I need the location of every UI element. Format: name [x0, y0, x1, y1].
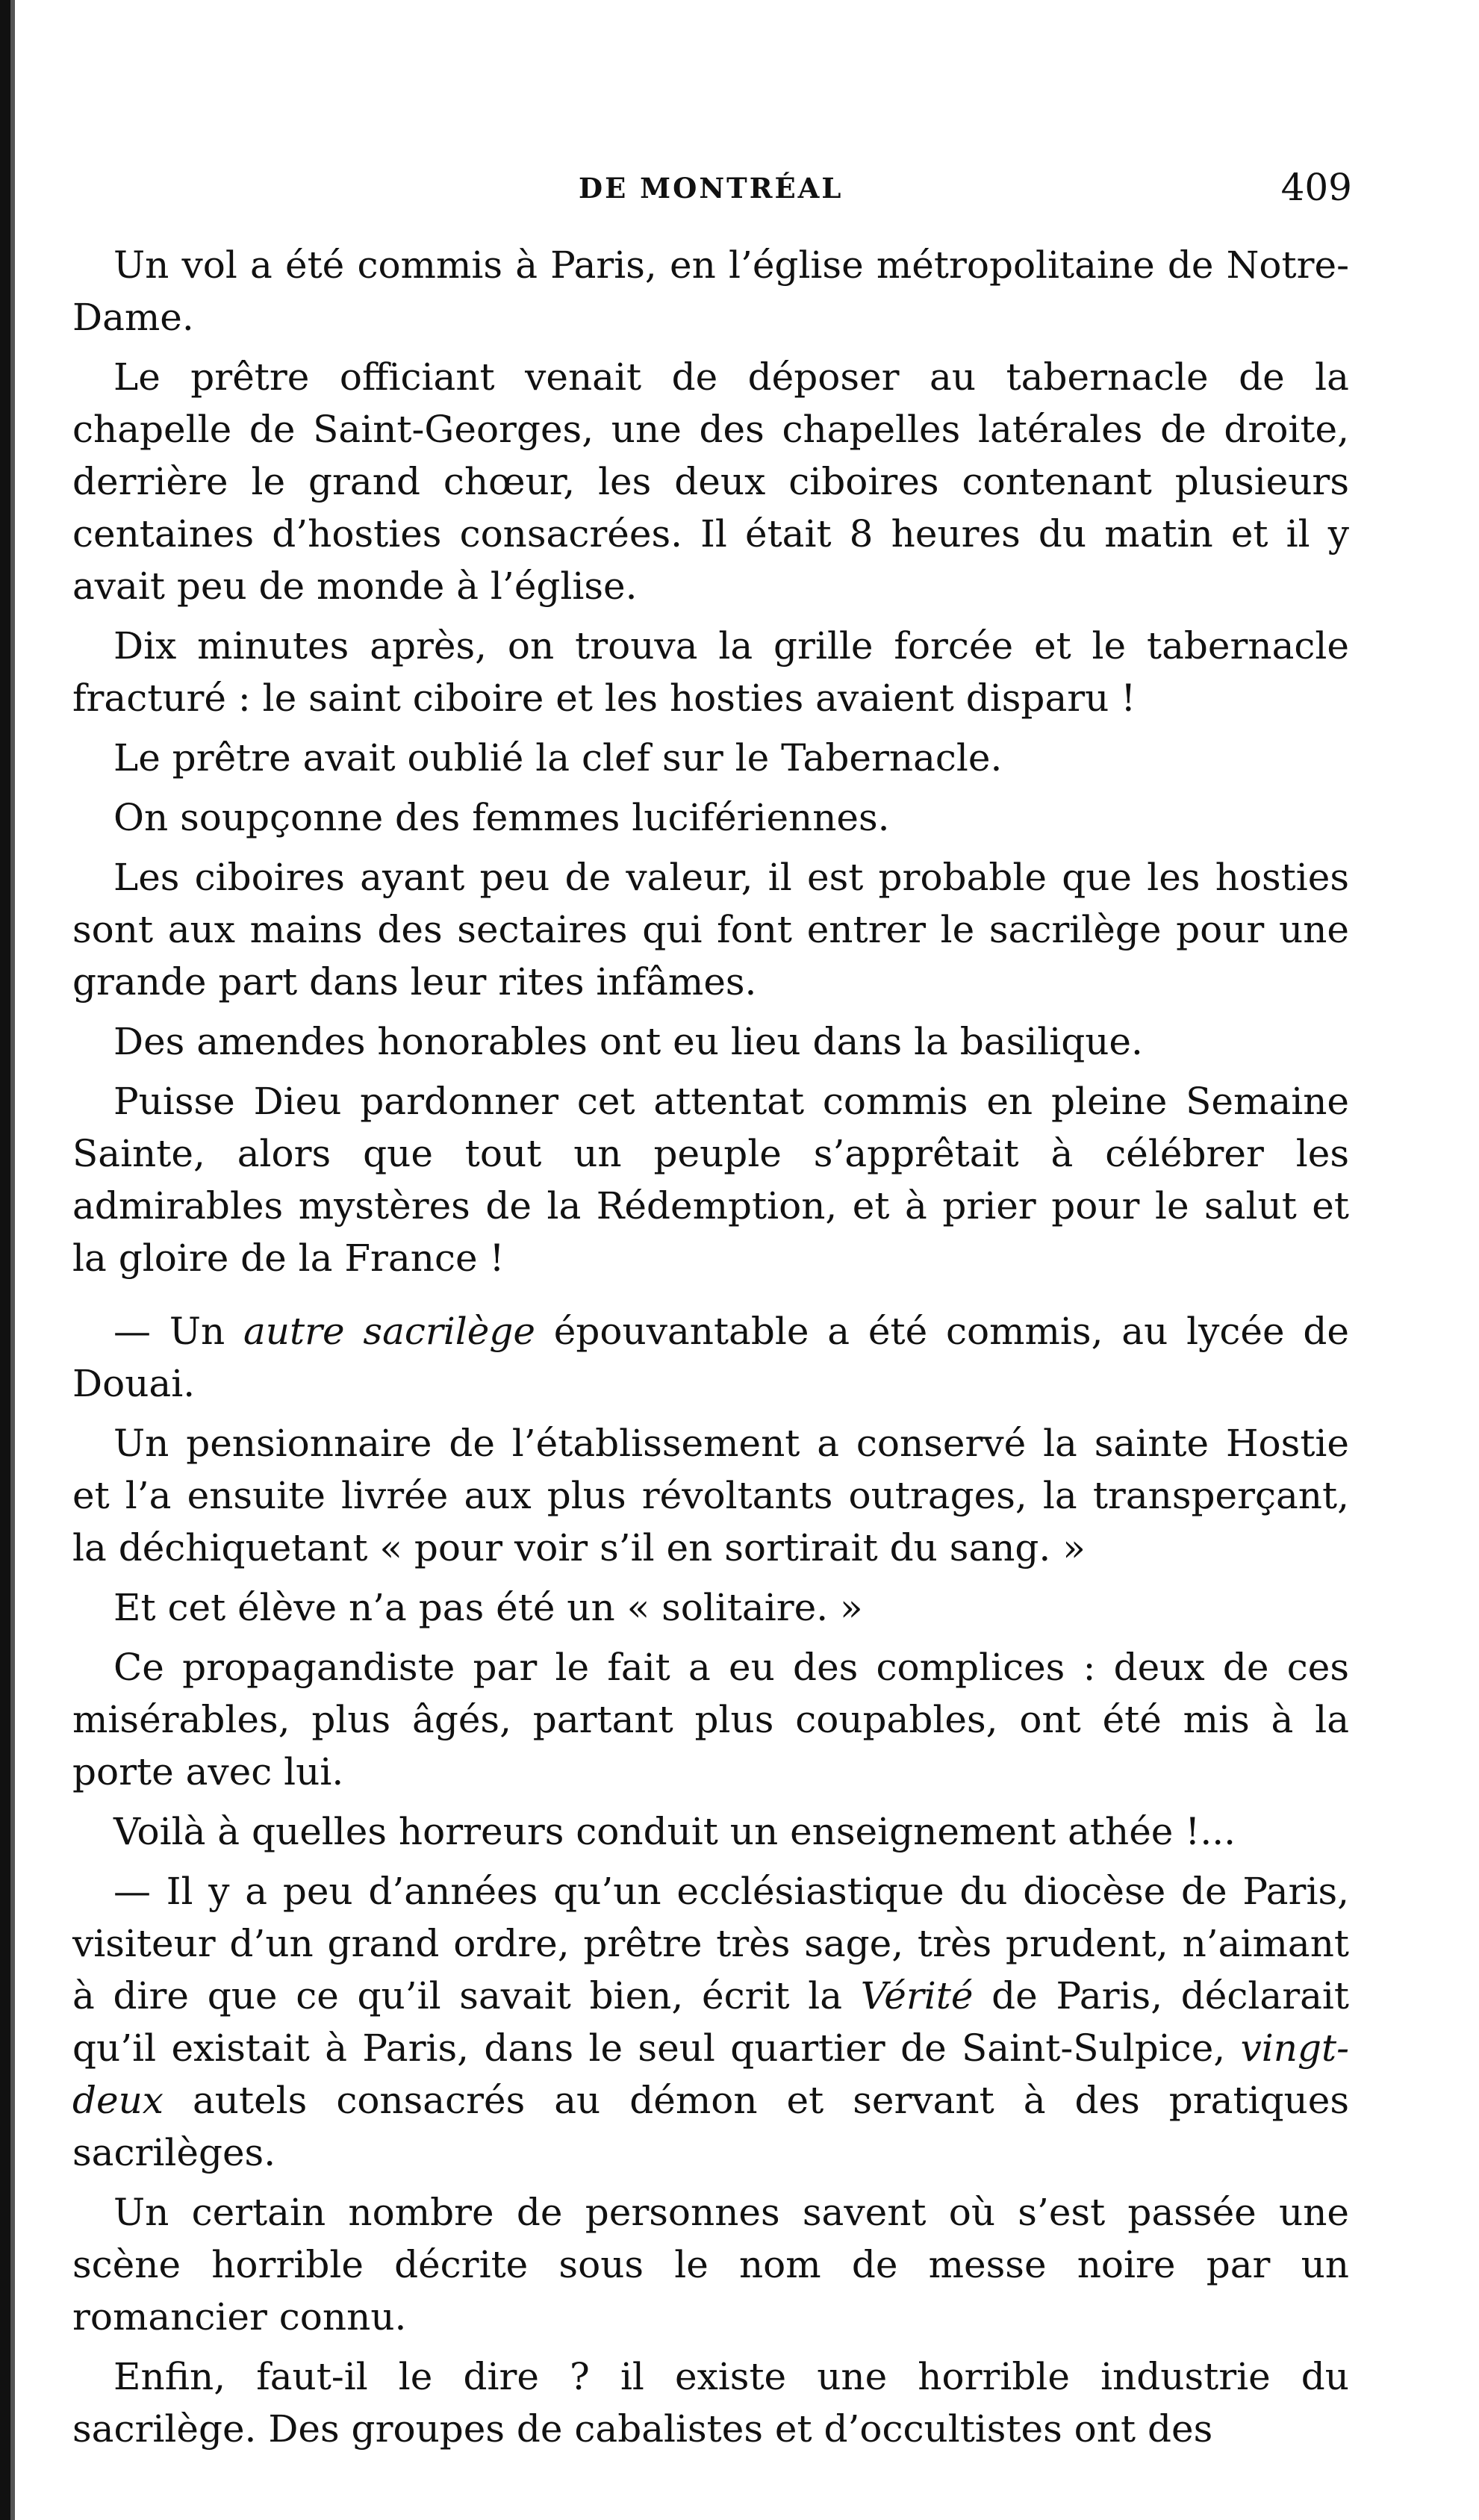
verite-italic-number: vingt-deux	[72, 2026, 1349, 2122]
paragraph-eleve: Et cet élève n’a pas été un « solitaire. »	[113, 1586, 863, 1629]
douai-text-end: épouvantable a été commis, au lycée de Douai.	[72, 1310, 1349, 1405]
page-binding-shadow	[10, 0, 15, 2520]
paragraph-amendes: Des amendes honorables ont eu lieu dans la basilique.	[113, 1020, 1143, 1063]
paragraph-messe-noire: Un certain nombre de personnes savent où s’est passée une scène horrible décrite sous le nom de messe noire par un romancier connu.	[72, 2191, 1349, 2339]
paragraph-douai	[72, 1305, 1349, 1410]
page-binding-edge	[0, 0, 10, 2520]
paragraph-suspects: On soupçonne des femmes lucifériennes.	[113, 796, 890, 839]
verite-text-2: de Paris, déclarait qu’il existait à Paris, dans le seul quartier de Saint-Sulpice,	[72, 1974, 1349, 2070]
running-title: DE MONTRÉAL	[579, 172, 844, 205]
paragraph-complices: Ce propagandiste par le fait a eu des complices : deux de ces misérables, plus âgés, partant plus coupables, ont été mis à la porte avec lui.	[72, 1646, 1349, 1793]
verite-text-1: — Il y a peu d’années qu’un ecclésiastique du diocèse de Paris, visiteur d’un grand ordre, prêtre très sage, très prudent, n’aimant à dire que ce qu’il savait bien, écrit la	[72, 1870, 1349, 2017]
douai-text-start: — Un	[113, 1310, 243, 1353]
paragraph-industrie: Enfin, faut-il le dire ? il existe une horrible industrie du sacrilège. Des groupes de cabalistes et d’occultistes ont des	[72, 2355, 1349, 2451]
verite-text-3: autels consacrés au démon et servant à des pratiques sacrilèges.	[72, 2079, 1349, 2174]
paragraph-theft: Un vol a été commis à Paris, en l’église métropolitaine de Notre-Dame.	[72, 243, 1349, 339]
paragraph-key: Le prêtre avait oublié la clef sur le Tabernacle.	[113, 736, 1003, 780]
douai-italic-text: autre sacrilège	[243, 1310, 535, 1353]
paragraph-saint-sulpice	[72, 1865, 1349, 2179]
running-head	[0, 166, 1479, 218]
paragraph-ciboires: Les ciboires ayant peu de valeur, il est probable que les hosties sont aux mains des sectaires qui font entrer le sacrilège pour une grande part dans leur rites infâmes.	[72, 856, 1349, 1004]
paragraph-tabernacle: Le prêtre officiant venait de déposer au tabernacle de la chapelle de Saint-Georges, une des chapelles latérales de droite, derrière le grand chœur, les deux ciboires contenant plusieurs centaines d’hosties consacrées. Il était 8 heures du matin et il y avait peu de monde à l’église.	[72, 355, 1349, 608]
paragraph-pensionnaire: Un pensionnaire de l’établissement a conservé la sainte Hostie et l’a ensuite livrée aux plus révoltants outrages, la transperçant, la déchiquetant « pour voir s’il en sortirait du sang. »	[72, 1422, 1349, 1569]
paragraph-discovery: Dix minutes après, on trouva la grille forcée et le tabernacle fracturé : le saint ciboire et les hosties avaient disparu !	[72, 624, 1349, 720]
page-number: 409	[1280, 166, 1352, 209]
page-body	[72, 239, 1349, 2463]
paragraph-prayer: Puisse Dieu pardonner cet attentat commis en pleine Semaine Sainte, alors que tout un peuple s’apprêtait à célébrer les admirables mystères de la Rédemption, et à prier pour le salut et la gloire de la France !	[72, 1080, 1349, 1280]
verite-italic-title: Vérité	[860, 1974, 974, 2017]
paragraph-horreurs: Voilà à quelles horreurs conduit un enseignement athée !...	[113, 1810, 1236, 1853]
